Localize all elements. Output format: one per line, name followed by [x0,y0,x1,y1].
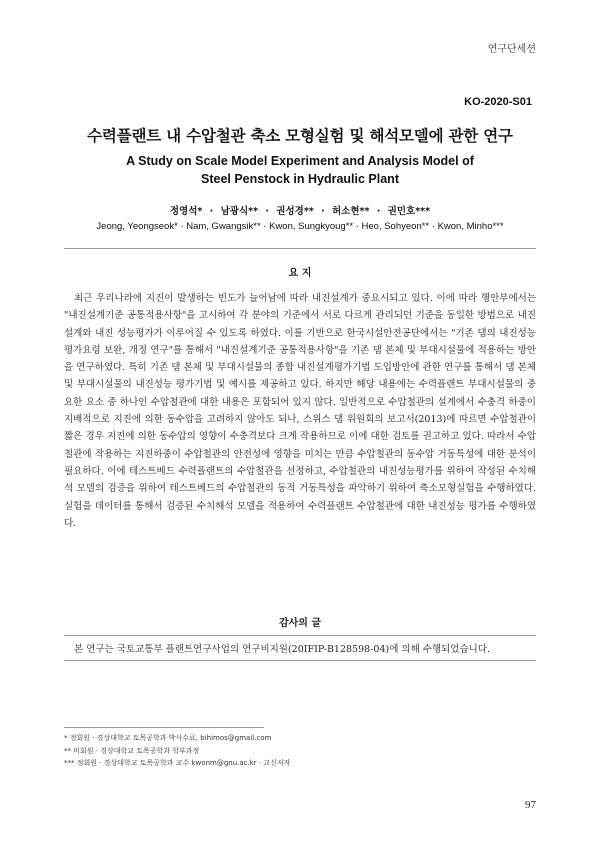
korean-title: 수력플랜트 내 수압철관 축소 모형실험 및 해석모델에 관한 연구 [87,127,513,145]
abstract-top-divider [64,248,536,249]
abstract-body: 최근 우리나라에 지진이 발생하는 빈도가 늘어남에 따라 내진설계가 중요시되고 있다. 이에 따라 행안부에서는 "내진설계기준 공통적용사항"을 고시하여 각 분야의 기준에서 서로 다르게 관리되던 기준을 동일한 방법으로 내진설계와 내진 성능평가가 이루어질 수 있도록 하였다. 이를 기반으로 한국시설안전공단에서는 "기존 댐의 내진성능 평가요령 보완, 개정 연구"를 통해서 "내진설계기준 공통적용사항"을 기존 댐 본체 및 부대시설물에 적용하는 방안을 연구하였다. 특히 기존 댐 본체 및 부대시설물의 종합 내진설계평가기법 도입방안에 관한 연구를 통해서 댐 본체 및 부대시설물의 내진성능 평가기법 및 예시를 제공하고 있다. 하지만 해당 내용에는 수력플랜트 부대시설물의 중요한 요소 중 하나인 수압철관에 대한 내용은 포함되어 있지 않다. 일반적으로 수압철관의 설계에서 수충격 하중이 지배적으로 지진에 의한 동수압을 고려하지 않아도 되나, 스위스 댐 위원회의 보고서(2013)에 따르면 수압철관이 짧은 경우 지진에 의한 동수압의 영향이 수충격보다 크게 작용하므로 이에 대한 검토를 권고하고 있다. 따라서 수압철관에 작용하는 지진하중이 수압철관의 안전성에 영향을 미치는 만큼 수압철관의 동수압 거동특성에 대한 분석이 필요하다. 이에 테스트베드 수력플랜트의 수압철관을 선정하고, 수압철관의 내진성능평가를 위하여 작성된 수치해석 모델의 검증을 위하여 테스트베드의 수압철관의 동적 거동특성을 파악하기 위하여 축소모형실험을 수행하였다. 실험을 데이터를 통해서 검증된 수치해석 모델을 적용하여 수력플랜트 수압철관에 대한 내진성능 평가를 수행하였다. [64,293,536,529]
footnotes [64,732,544,770]
footnote-divider [64,727,264,728]
acknowledgement-top-divider [64,635,536,636]
authors-korean: 정영석* · 남광식** · 권성경** · 허소현** · 권민호*** [169,206,431,217]
authors-english: Jeong, Yeongseok* · Nam, Gwangsik** · Kwon, Sungkyoug** · Heo, Sohyeon** · Kwon, Minho*** [96,221,504,232]
paper-code: KO-2020-S01 [464,96,532,108]
abstract-heading: 요 지 [288,268,312,279]
acknowledgement-heading: 감사의 글 [278,618,322,629]
english-title-line-2: Steel Penstock in Hydraulic Plant [201,172,399,186]
acknowledgement-bottom-divider [64,660,536,661]
english-title [0,152,600,188]
page-number: 97 [525,799,536,811]
section-tag: 연구단세션 [487,44,536,55]
footnote-1: * 정회원 · 경상대학교 토목공학과 박사수료, bihimos@gmail.com [64,734,272,742]
footnote-2: ** 비회원 · 경상대학교 토목공학과 학부과정 [64,746,200,755]
english-title-line-1: A Study on Scale Model Experiment and Analysis Model of [126,154,474,168]
footnote-3: *** 정회원 · 경상대학교 토목공학과 교수 kwonm@gnu.ac.kr · 교신저자 [64,759,291,767]
acknowledgement-body: 본 연구는 국토교통부 플랜트연구사업의 연구비지원(20IFIP-B128598-04)에 의해 수행되었습니다. [74,644,491,655]
